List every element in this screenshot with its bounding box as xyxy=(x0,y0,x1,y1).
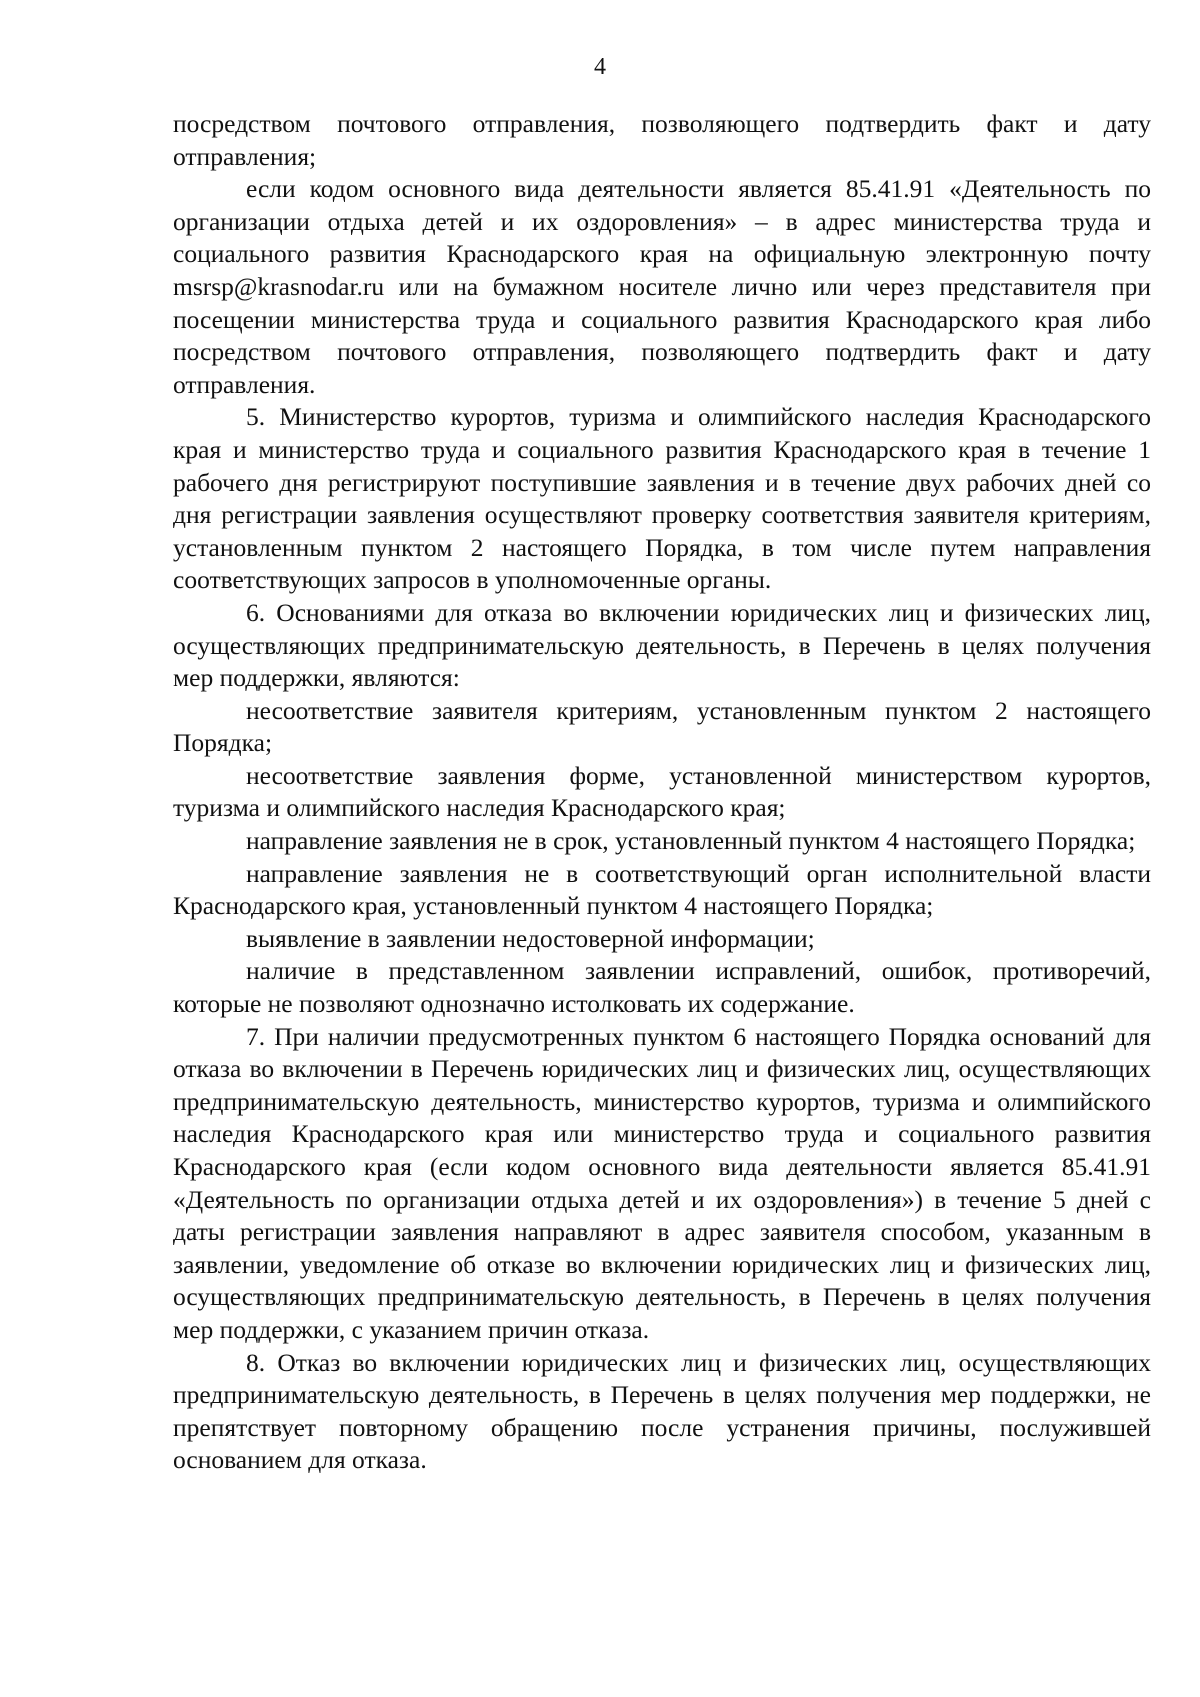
document-body xyxy=(173,108,1151,1477)
page-number: 4 xyxy=(594,54,606,80)
paragraph-ground-form: несоответствие заявления форме, установленной министерством курортов, туризма и олимпийского наследия Краснодарского края; xyxy=(173,760,1151,823)
paragraph-item-5: 5. Министерство курортов, туризма и олимпийского наследия Краснодарского края и министерство труда и социального развития Краснодарского края в течение 1 рабочего дня регистрируют поступившие заявления и в течение двух рабочих дней со дня регистрации заявления осуществляют проверку соответствия заявителя критериям, установленным пунктом 2 настоящего Порядка, в том числе путем направления соответствующих запросов в уполномоченные органы. xyxy=(173,402,1151,595)
paragraph-ground-errors: наличие в представленном заявлении исправлений, ошибок, противоречий, которые не позволяют однозначно истолковать их содержание. xyxy=(173,956,1151,1019)
paragraph-ground-wrong-body: направление заявления не в соответствующий орган исполнительной власти Краснодарского края, установленный пунктом 4 настоящего Порядка; xyxy=(173,858,1151,921)
paragraph-ground-criteria: несоответствие заявителя критериям, установленным пунктом 2 настоящего Порядка; xyxy=(173,695,1151,758)
paragraph-postal-continuation: посредством почтового отправления, позволяющего подтвердить факт и дату отправления; xyxy=(173,109,1151,171)
paragraph-ground-deadline: направление заявления не в срок, установленный пунктом 4 настоящего Порядка; xyxy=(246,826,1136,856)
paragraph-activity-code: если кодом основного вида деятельности является 85.41.91 «Деятельность по организации отдыха детей и их оздоровления» – в адрес министерства труда и социального развития Краснодарского края на официальную электронную почту msrsp@krasnodar.ru или на бумажном носителе лично или через представителя при посещении министерства труда и социального развития Краснодарского края либо посредством почтового отправления, позволяющего подтвердить факт и дату отправления. xyxy=(173,174,1151,399)
paragraph-ground-false-info: выявление в заявлении недостоверной информации; xyxy=(246,923,815,953)
paragraph-item-6: 6. Основаниями для отказа во включении юридических лиц и физических лиц, осуществляющих предпринимательскую деятельность, в Перечень в целях получения мер поддержки, являются: xyxy=(173,597,1151,693)
paragraph-item-7: 7. При наличии предусмотренных пунктом 6 настоящего Порядка оснований для отказа во включении в Перечень юридических лиц и физических лиц, осуществляющих предпринимательскую деятельность, министерство курортов, туризма и олимпийского наследия Краснодарского края или министерство труда и социального развития Краснодарского края (если кодом основного вида деятельности является 85.41.91 «Деятельность по организации отдыха детей и их оздоровления») в течение 5 дней с даты регистрации заявления направляют в адрес заявителя способом, указанным в заявлении, уведомление об отказе во включении юридических лиц и физических лиц, осуществляющих предпринимательскую деятельность, в Перечень в целях получения мер поддержки, с указанием причин отказа. xyxy=(173,1021,1151,1344)
paragraph-item-8: 8. Отказ во включении юридических лиц и физических лиц, осуществляющих предпринимательскую деятельность, в Перечень в целях получения мер поддержки, не препятствует повторному обращению после устранения причины, послужившей основанием для отказа. xyxy=(173,1347,1151,1475)
